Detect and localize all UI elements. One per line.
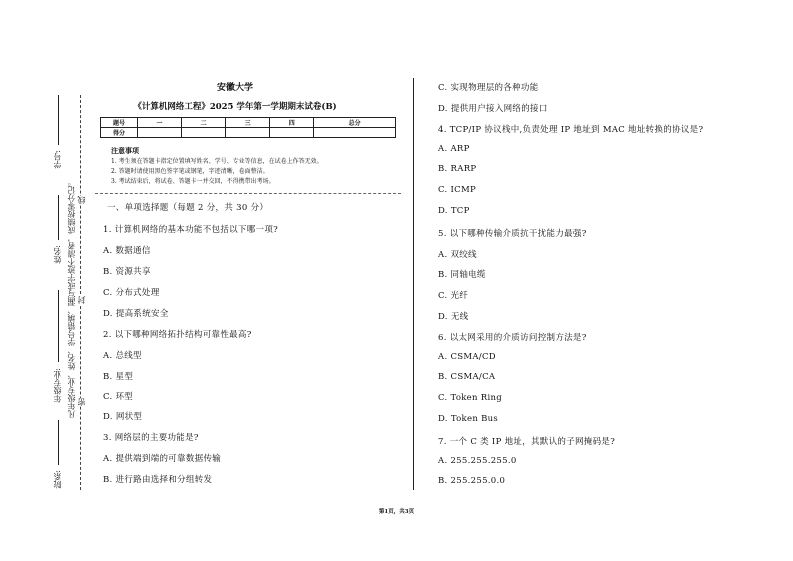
option-text: C. 分布式处理 (103, 288, 160, 298)
option-text: D. 无线 (438, 312, 469, 322)
score-input-cell (226, 128, 270, 138)
name-label: 姓名: (53, 245, 62, 264)
college-line (58, 420, 59, 465)
college-label: 院系: (53, 470, 62, 489)
notice-block (111, 145, 401, 187)
seal-char-xian: 线 (77, 196, 86, 204)
option-text: B. 进行路由选择和分组转发 (103, 475, 213, 485)
option-text: D. 提供用户接入网络的接口 (438, 104, 548, 114)
question-text: 7. 一个 C 类 IP 地址，其默认的子网掩码是? (438, 437, 616, 447)
notice-item: 1. 考生须在答题卡指定位置填写姓名、学号、专业等信息，在试卷上作答无效。 (111, 157, 323, 165)
notice-separator (95, 193, 401, 194)
option-text: D. 提高系统安全 (103, 309, 169, 319)
score-cell: 四 (270, 118, 314, 128)
section-heading: 一、单项选择题（每题 2 分，共 30 分） (107, 203, 269, 213)
seal-dashed-line (80, 95, 81, 490)
score-cell: 得分 (101, 128, 138, 138)
grade-major-line (58, 290, 59, 362)
exam-title: 《计算机网络工程》2025 学年第一学期期末试卷(B) (133, 102, 337, 112)
seal-char-mi: 密 (77, 398, 86, 406)
notice-item: 2. 答题时请使用黑色签字笔或钢笔，字迹清晰，卷面整洁。 (111, 168, 269, 176)
question-text: 4. TCP/IP 协议栈中,负责处理 IP 地址到 MAC 地址转换的协议是? (438, 125, 704, 135)
binding-warning: 凡年级专业、姓名、学号错填、漏写或字迹不清者，成绩按零分记。 (67, 178, 76, 418)
option-text: B. CSMA/CA (438, 372, 496, 382)
option-text: C. ICMP (438, 185, 476, 195)
option-text: C. 实现物理层的各种功能 (438, 83, 539, 93)
option-text: A. 提供端到端的可靠数据传输 (103, 454, 222, 464)
option-text: D. TCP (438, 206, 470, 216)
score-cell: 二 (182, 118, 226, 128)
page-footer: 第1页，共3页 (378, 509, 415, 515)
option-text: D. 网状型 (103, 412, 143, 422)
university-title: 安徽大学 (216, 83, 253, 93)
option-text: A. 数据通信 (103, 246, 151, 256)
option-text: B. 255.255.0.0 (438, 476, 506, 486)
option-text: C. 光纤 (438, 291, 469, 301)
score-input-cell (138, 128, 182, 138)
score-table (100, 117, 396, 138)
score-cell: 题号 (101, 118, 138, 128)
notice-heading: 注意事项 (111, 146, 139, 155)
option-text: C. Token Ring (438, 393, 503, 403)
option-text: A. 255.255.255.0 (438, 456, 517, 466)
seal-char-feng: 封 (77, 296, 86, 304)
question-text: 6. 以太网采用的介质访问控制方法是? (438, 333, 587, 343)
score-input-cell (182, 128, 226, 138)
notice-item: 3. 考试结束后，将试卷、答题卡一并交回，不得携带出考场。 (111, 178, 275, 186)
option-text: A. 总线型 (103, 351, 142, 361)
student-id-label: 学号: (53, 150, 62, 169)
option-text: D. Token Bus (438, 414, 499, 424)
question-text: 3. 网络层的主要功能是? (103, 433, 199, 443)
option-text: A. ARP (438, 144, 470, 154)
option-text: B. 同轴电缆 (438, 270, 486, 280)
question-text: 5. 以下哪种传输介质抗干扰能力最强? (438, 229, 587, 239)
score-cell: 三 (226, 118, 270, 128)
option-text: A. CSMA/CD (438, 352, 496, 362)
question-text: 1. 计算机网络的基本功能不包括以下哪一项? (103, 225, 278, 235)
score-table-score-row (101, 128, 396, 138)
option-text: B. 星型 (103, 372, 134, 382)
grade-major-label: 年级专业: (53, 368, 62, 403)
option-text: A. 双绞线 (438, 250, 477, 260)
name-line (58, 195, 59, 240)
score-input-cell (270, 128, 314, 138)
question-text: 2. 以下哪种网络拓扑结构可靠性最高? (103, 330, 252, 340)
score-input-cell (314, 128, 396, 138)
score-cell: 总分 (314, 118, 396, 128)
option-text: B. RARP (438, 164, 477, 174)
column-divider (413, 78, 414, 490)
option-text: C. 环型 (103, 392, 134, 402)
option-text: B. 资源共享 (103, 267, 151, 277)
score-cell: 一 (138, 118, 182, 128)
score-table-header-row (101, 118, 396, 128)
